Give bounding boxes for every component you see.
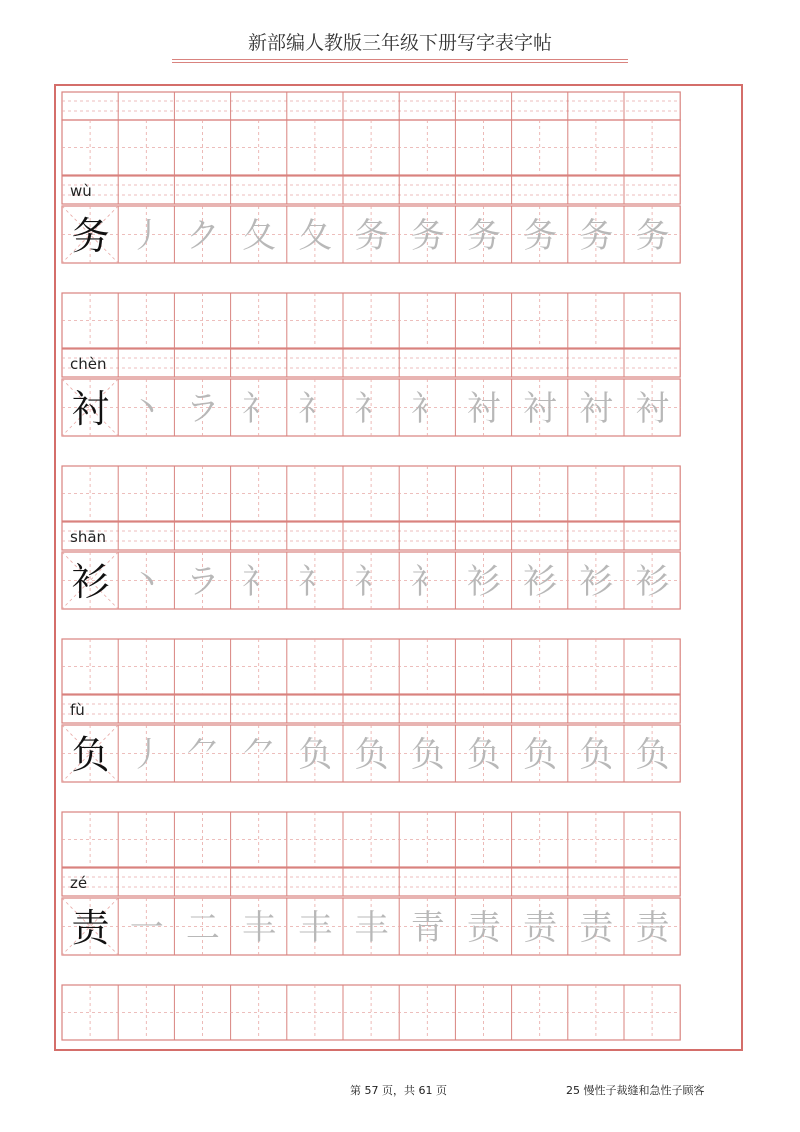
stroke-order-step: 务 xyxy=(635,216,670,256)
model-character: 衬 xyxy=(71,387,110,431)
stroke-order-step: ラ xyxy=(185,562,220,602)
stroke-order-step: 责 xyxy=(579,908,614,948)
stroke-order-step: 青 xyxy=(410,908,445,948)
pinyin-band xyxy=(62,92,680,120)
model-character: 负 xyxy=(71,733,110,777)
stroke-order-step: 衫 xyxy=(579,562,614,602)
practice-sheet xyxy=(54,84,743,1051)
lesson-title: 25 慢性子裁缝和急性子顾客 xyxy=(566,1084,705,1097)
stroke-order-step: 丶 xyxy=(129,389,164,429)
stroke-order-step: 衫 xyxy=(466,562,501,602)
stroke-order-step: 负 xyxy=(298,735,333,775)
stroke-order-step: 负 xyxy=(410,735,445,775)
stroke-order-step: 二 xyxy=(185,908,220,948)
stroke-order-step: 礻 xyxy=(242,389,277,429)
pinyin-label: chèn xyxy=(70,355,107,373)
stroke-order-step: 责 xyxy=(466,908,501,948)
stroke-order-step: 负 xyxy=(635,735,670,775)
stroke-order-step: 负 xyxy=(523,735,558,775)
stroke-order-step: 丰 xyxy=(242,908,277,948)
stroke-order-step: 丶 xyxy=(129,562,164,602)
title-underline-bottom xyxy=(172,62,628,63)
stroke-order-step: 礻 xyxy=(298,389,333,429)
stroke-order-step: 衬 xyxy=(579,389,614,429)
stroke-order-step: 衬 xyxy=(635,389,670,429)
page-number: 第 57 页，共 61 页 xyxy=(350,1084,447,1097)
page-title: 新部编人教版三年级下册写字表字帖 xyxy=(247,32,552,54)
pinyin-band xyxy=(62,349,680,377)
stroke-order-step: 衬 xyxy=(466,389,501,429)
pinyin-band xyxy=(62,695,680,723)
stroke-order-step: 一 xyxy=(129,908,164,948)
stroke-order-step: 务 xyxy=(579,216,614,256)
stroke-order-step: 丿 xyxy=(129,216,164,256)
stroke-order-step: 夂 xyxy=(298,216,333,256)
stroke-order-step: 丰 xyxy=(298,908,333,948)
stroke-order-step: 衤 xyxy=(410,562,445,602)
stroke-order-step: ⺈ xyxy=(242,735,277,775)
pinyin-band xyxy=(62,176,680,204)
stroke-order-step: 务 xyxy=(466,216,501,256)
stroke-order-step: 夂 xyxy=(242,216,277,256)
pinyin-label: shān xyxy=(70,528,107,546)
stroke-order-step: 务 xyxy=(410,216,445,256)
stroke-order-step: 丰 xyxy=(354,908,389,948)
model-character: 责 xyxy=(71,906,110,950)
stroke-order-step: 负 xyxy=(354,735,389,775)
model-character: 务 xyxy=(71,214,110,258)
pinyin-band xyxy=(62,868,680,896)
stroke-order-step: 负 xyxy=(466,735,501,775)
stroke-order-step: 礻 xyxy=(242,562,277,602)
pinyin-label: wù xyxy=(70,182,92,200)
stroke-order-step: 负 xyxy=(579,735,614,775)
stroke-order-step: ⺈ xyxy=(185,735,220,775)
title-underline-top xyxy=(172,59,628,60)
stroke-order-step: 礻 xyxy=(298,562,333,602)
stroke-order-step: 礻 xyxy=(354,562,389,602)
stroke-order-step: 责 xyxy=(635,908,670,948)
stroke-order-step: ク xyxy=(185,216,220,256)
stroke-order-step: 礻 xyxy=(354,389,389,429)
stroke-order-step: 衬 xyxy=(523,389,558,429)
stroke-order-step: 务 xyxy=(523,216,558,256)
pinyin-band xyxy=(62,522,680,550)
pinyin-label: zé xyxy=(70,874,88,892)
pinyin-label: fù xyxy=(70,701,85,719)
stroke-order-step: ラ xyxy=(185,389,220,429)
stroke-order-step: 务 xyxy=(354,216,389,256)
model-character: 衫 xyxy=(71,560,110,604)
stroke-order-step: 责 xyxy=(523,908,558,948)
stroke-order-step: 衫 xyxy=(523,562,558,602)
stroke-order-step: 衤 xyxy=(410,389,445,429)
stroke-order-step: 衫 xyxy=(635,562,670,602)
stroke-order-step: 丿 xyxy=(129,735,164,775)
